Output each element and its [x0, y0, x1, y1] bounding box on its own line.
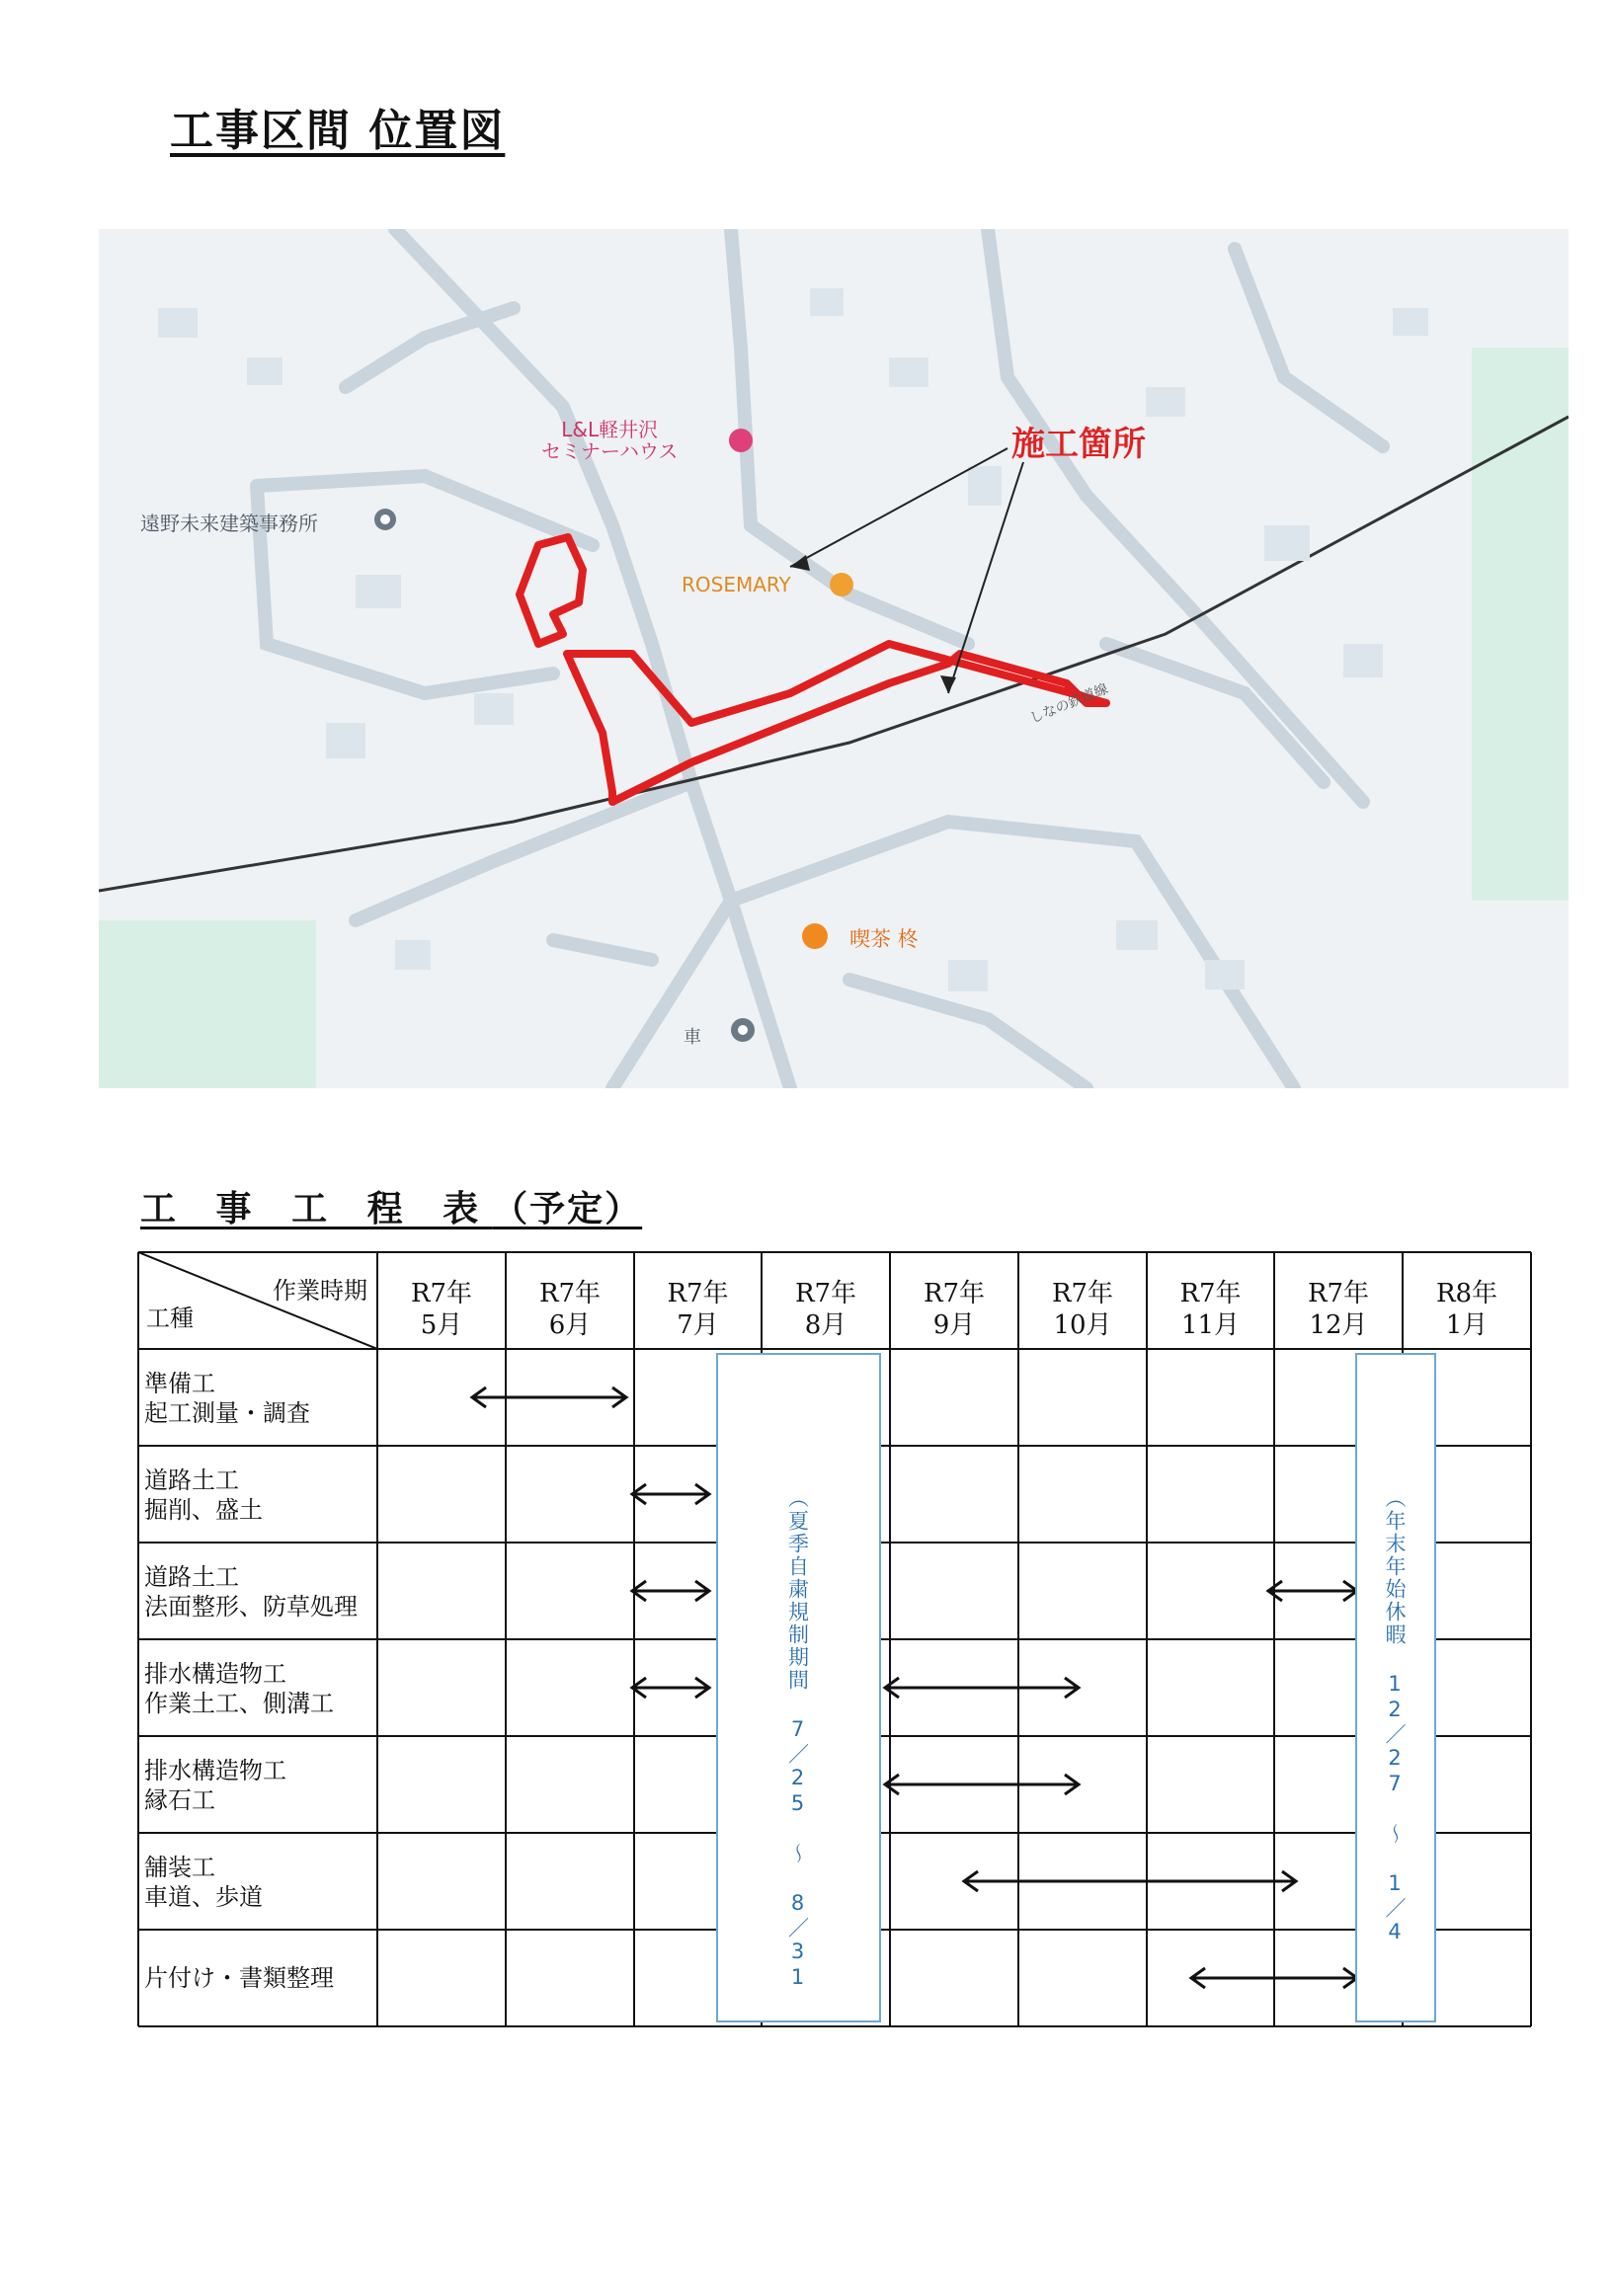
schedule-arrow [885, 1678, 1079, 1698]
month-header [1279, 1278, 1398, 1341]
month-header [1408, 1278, 1526, 1341]
schedule-title-main: 工 事 工 程 表 [140, 1188, 493, 1229]
month-year: R7年 [410, 1279, 473, 1308]
month-name: 6月 [548, 1310, 592, 1340]
row-label-main: 道路土工 [144, 1466, 239, 1494]
construction-site-label: 施工箇所 [1011, 425, 1146, 464]
schedule-arrow [632, 1581, 709, 1601]
row-label-main: 排水構造物工 [144, 1660, 286, 1688]
month-year: R7年 [667, 1279, 729, 1308]
kissa-label: 喫茶 柊 [849, 927, 919, 951]
row-label-main: 舗装工 [144, 1854, 215, 1881]
rosemary-label: ROSEMARY [682, 573, 791, 596]
month-year: R7年 [538, 1279, 602, 1308]
month-header [895, 1278, 1013, 1341]
row-label-sub: 掘削、盛土 [144, 1496, 263, 1524]
month-header [1152, 1278, 1270, 1341]
month-year: R7年 [1179, 1279, 1242, 1308]
month-header [1023, 1278, 1142, 1341]
month-year: R8年 [1435, 1279, 1498, 1308]
month-name: 7月 [677, 1310, 719, 1340]
schedule-arrow [964, 1871, 1296, 1891]
row-label-sub: 法面整形、防草処理 [144, 1593, 358, 1621]
month-name: 8月 [804, 1310, 847, 1340]
car-label: 車 [684, 1027, 701, 1048]
seminar-subname: セミナーハウス [541, 439, 679, 463]
month-name: 11月 [1180, 1310, 1241, 1340]
month-header [766, 1278, 885, 1341]
row-label-sub: 車道、歩道 [144, 1883, 263, 1911]
newyear-break-box-text: （年末年始休暇 12／27 〜 1／4 [1383, 1487, 1407, 1945]
month-header [511, 1278, 629, 1341]
month-year: R7年 [794, 1279, 857, 1308]
row-label-sub: 縁石工 [144, 1786, 215, 1814]
row-label-main: 排水構造物工 [144, 1757, 286, 1784]
summer-break-box-text: （夏季自粛規制期間 7／25 〜 8／31 [785, 1487, 810, 1991]
header-work-type: 工種 [146, 1305, 194, 1332]
row-label-sub: 起工測量・調査 [144, 1399, 310, 1427]
schedule-arrow [472, 1387, 626, 1407]
office-label: 遠野未来建築事務所 [140, 512, 318, 535]
month-header [639, 1278, 758, 1341]
month-header [382, 1278, 501, 1341]
railway-label: しなの鉄道線 [1027, 680, 1111, 728]
page-title: 工事区間 位置図 [170, 106, 506, 156]
month-name: 1月 [1445, 1310, 1489, 1340]
schedule-arrow [632, 1678, 709, 1698]
schedule-arrow [632, 1484, 709, 1504]
month-name: 5月 [420, 1310, 463, 1340]
month-year: R7年 [1307, 1279, 1370, 1308]
month-name: 12月 [1309, 1310, 1368, 1340]
row-label-main: 道路土工 [144, 1563, 239, 1591]
row-label-main: 準備工 [144, 1370, 215, 1397]
month-year: R7年 [923, 1279, 986, 1308]
schedule-arrow [885, 1775, 1079, 1794]
header-period: 作業時期 [273, 1277, 367, 1305]
seminar-name: L&L軽井沢 [561, 418, 659, 441]
row-label-main: 片付け・書類整理 [144, 1964, 334, 1992]
month-year: R7年 [1051, 1279, 1114, 1308]
schedule-arrow [1268, 1581, 1357, 1601]
month-name: 10月 [1053, 1310, 1112, 1340]
schedule-title-sub: （予定） [492, 1188, 643, 1229]
month-name: 9月 [932, 1310, 976, 1340]
row-label-sub: 作業土工、側溝工 [144, 1690, 334, 1717]
